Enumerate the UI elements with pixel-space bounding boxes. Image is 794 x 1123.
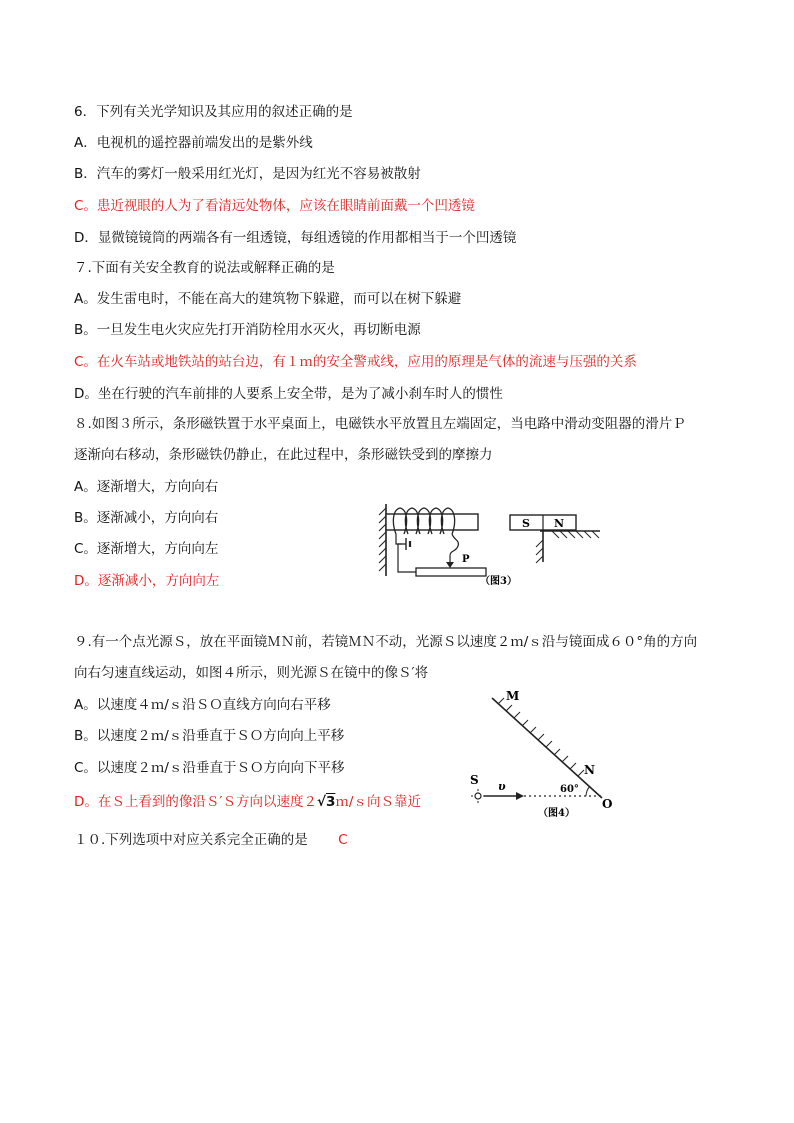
q9-option-c: C。以速度２ｍ/ｓ沿垂直于ＳＯ方向向下平移: [74, 760, 345, 776]
light-source-icon: [475, 793, 481, 799]
fig3-label-n: N: [554, 517, 565, 530]
figure-3-electromagnet: [376, 500, 602, 592]
q6-option-b: B．汽车的雾灯一般采用红光灯，是因为红光不容易被散射: [74, 166, 421, 182]
q8-option-b: B。逐渐减小，方向向右: [74, 510, 219, 526]
q7-option-c-answer: C。在火车站或地铁站的站台边，有１ｍ的安全警戒线，应用的原理是气体的流速与压强的关系: [74, 354, 637, 370]
q8-stem-line2: 逐渐向右移动，条形磁铁仍静止，在此过程中，条形磁铁受到的摩擦力: [74, 447, 493, 463]
q7-option-d: D。坐在行驶的汽车前排的人要系上安全带，是为了减小刹车时人的惯性: [74, 386, 503, 402]
q10-stem: [74, 830, 348, 850]
q10-answer: C: [338, 832, 348, 848]
fig4-label-o: O: [602, 797, 613, 811]
q9-option-b: B。以速度２ｍ/ｓ沿垂直于ＳＯ方向向上平移: [74, 728, 345, 744]
q6-option-a: A．电视机的遥控器前端发出的是紫外线: [74, 135, 313, 151]
q9-stem-line2: 向右匀速直线运动，如图４所示，则光源Ｓ在镜中的像Ｓ′将: [74, 665, 429, 681]
q7-option-b: B。一旦发生电火灾应先打开消防栓用水灭火，再切断电源: [74, 322, 421, 338]
q9-option-d-text: D。在Ｓ上看到的像沿Ｓ′Ｓ方向以速度２: [74, 794, 317, 810]
fig3-caption: （图3）: [480, 576, 517, 587]
q9-stem-line1: ９.有一个点光源Ｓ，放在平面镜ＭＮ前，若镜ＭＮ不动，光源Ｓ以速度２ｍ/ｓ沿与镜面成６０°角的方向: [74, 634, 698, 650]
q10-stem-text: １０.下列选项中对应关系完全正确的是: [74, 832, 308, 848]
fig4-label-angle: 60°: [560, 784, 579, 795]
fig4-label-s: S: [470, 773, 479, 787]
fig4-label-v: υ: [498, 780, 506, 793]
fig3-label-s: S: [522, 517, 530, 530]
q8-option-c: C。逐渐增大，方向向左: [74, 541, 219, 557]
fig4-label-n: N: [584, 763, 595, 777]
q8-stem-line1: ８.如图３所示，条形磁铁置于水平桌面上，电磁铁水平放置且左端固定，当电路中滑动变阻器的滑片Ｐ: [74, 416, 686, 432]
sqrt-symbol: √: [316, 794, 326, 810]
q8-option-d-answer: D。逐渐减小，方向向左: [74, 573, 220, 589]
q7-option-a: A。发生雷电时，不能在高大的建筑物下躲避，而可以在树下躲避: [74, 291, 462, 307]
q9-option-d-suffix: ｍ/ｓ向Ｓ靠近: [335, 794, 421, 810]
figure-4-mirror: [466, 684, 626, 820]
q6-option-c-answer: C。患近视眼的人为了看清远处物体，应该在眼睛前面戴一个凹透镜: [74, 198, 475, 214]
q9-option-d-answer: [74, 792, 421, 812]
figure-3-drawing: [376, 500, 602, 592]
q9-option-a: A。以速度４ｍ/ｓ沿ＳＯ直线方向向右平移: [74, 697, 331, 713]
fig4-caption: （图4）: [538, 808, 575, 819]
fig4-label-m: M: [506, 689, 520, 703]
figure-4-drawing: [466, 684, 626, 820]
q6-option-d: D．显微镜镜筒的两端各有一组透镜，每组透镜的作用都相当于一个凹透镜: [74, 230, 517, 246]
q7-stem: ７.下面有关安全教育的说法或解释正确的是: [74, 260, 335, 276]
sqrt-radicand: 3: [325, 794, 336, 810]
q8-option-a: A。逐渐增大，方向向右: [74, 479, 219, 495]
q6-stem: 6．下列有关光学知识及其应用的叙述正确的是: [74, 104, 353, 120]
fig3-label-p: P: [462, 554, 470, 565]
